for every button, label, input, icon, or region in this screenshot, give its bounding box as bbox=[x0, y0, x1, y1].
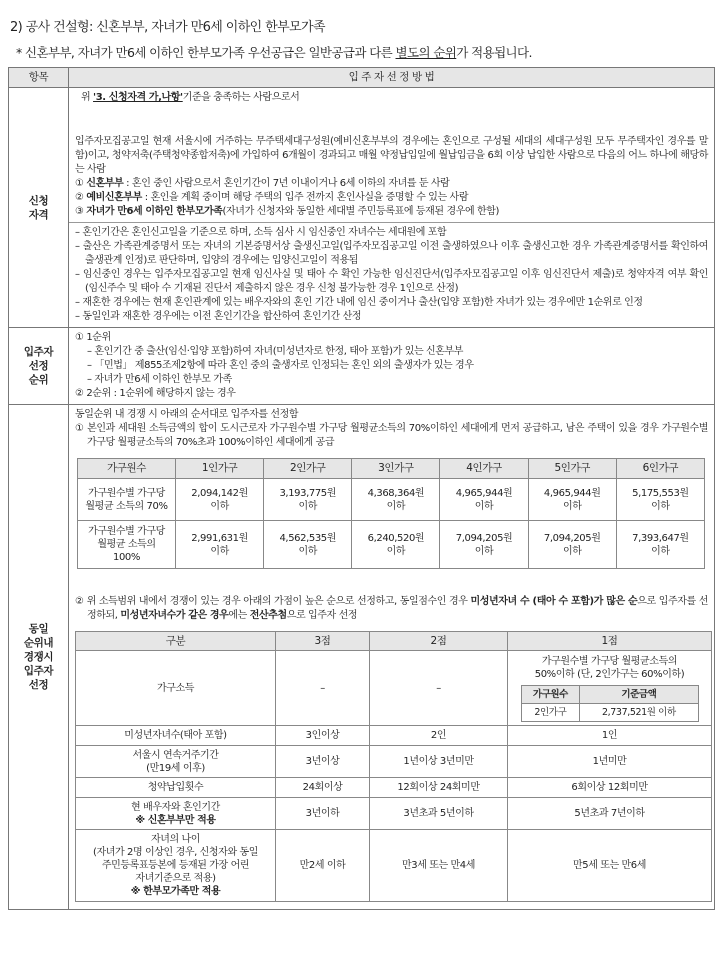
income-row-70 bbox=[78, 479, 705, 521]
item-text: (자녀가 신청자와 동일한 세대별 주민등록표에 등재된 경우에 한함) bbox=[222, 206, 500, 217]
item-number: ③ bbox=[75, 206, 84, 217]
income-header: 1인가구 bbox=[176, 459, 264, 479]
header-method: 입 주 자 선 정 방 법 bbox=[69, 68, 715, 88]
ranking-row bbox=[9, 328, 715, 405]
eligibility-label: 신청 자격 bbox=[9, 88, 69, 328]
points-cell: – bbox=[276, 651, 370, 726]
eligibility-intro bbox=[75, 91, 708, 105]
points-row-label: 서울시 연속거주기간 (만19세 이후) bbox=[76, 746, 276, 778]
section-heading: 2) 공사 건설형: 신혼부부, 자녀가 만6세 이하인 한부모가족 bbox=[10, 20, 325, 35]
points-row bbox=[76, 830, 712, 902]
points-cell: 2인 bbox=[370, 726, 508, 746]
points-header: 1점 bbox=[508, 632, 712, 651]
sub-cell: 2,737,521원 이하 bbox=[580, 704, 698, 722]
tiebreak-rule1: ① 본인과 세대원 소득금액의 합이 도시근로자 가구원수별 가구당 월평균소득의 70%이하인 세대에게 먼저 공급하고, 남은 주택이 있을 경우 가구원수별 가구당 월평균소득의 70%초과 100%이하인 세대에게 공급 bbox=[75, 423, 708, 448]
intro-suffix: 기준을 충족하는 사람으로서 bbox=[182, 92, 300, 103]
income-row-100 bbox=[78, 521, 705, 569]
rule2-text: 에는 bbox=[228, 610, 250, 621]
intro-prefix: 위 bbox=[81, 92, 94, 103]
points-cell: 3년이하 bbox=[276, 798, 370, 830]
ranking-line: – 자녀가 만6세 이하인 한부모 가족 bbox=[87, 374, 232, 385]
income-row-label: 가구원수별 가구당 월평균 소득의 100% bbox=[78, 521, 176, 569]
notice-prefix: * 신혼부부, 자녀가 만6세 이하인 한부모가족 우선공급은 일반공급과 다른 bbox=[16, 45, 396, 60]
eligibility-note: – 동일인과 재혼한 경우에는 이전 혼인기간을 합산하여 혼인기간 산정 bbox=[75, 311, 362, 322]
points-cell: 만3세 또는 만4세 bbox=[370, 830, 508, 902]
income-cell: 6,240,520원 이하 bbox=[352, 521, 440, 569]
rule2-text: 으로 입주자 선정 bbox=[286, 610, 358, 621]
points-table bbox=[75, 631, 712, 902]
points-cell: 3인이상 bbox=[276, 726, 370, 746]
item-bold: 예비신혼부부 bbox=[86, 192, 142, 203]
eligibility-content bbox=[69, 88, 715, 328]
rule2-text: 으로 입주자를 선정하되, bbox=[87, 596, 708, 621]
eligibility-note: – 혼인기간은 혼인신고일을 기준으로 하며, 소득 심사 시 임신중인 자녀수는 세대원에 포함 bbox=[75, 227, 447, 238]
income-cell: 3,193,775원 이하 bbox=[264, 479, 352, 521]
points-cell: 만5세 또는 만6세 bbox=[508, 830, 712, 902]
rule2-text: ② 위 소득범위 내에서 경쟁이 있는 경우 아래의 가점이 높은 순으로 선정하고, 동일점수인 경우 bbox=[75, 596, 471, 607]
rule2-bold: 미성년자녀 수 (태아 수 포함)가 많은 순 bbox=[470, 596, 638, 607]
income-cell: 4,562,535원 이하 bbox=[264, 521, 352, 569]
ranking-line: – 「민법」 제855조제2항에 따라 혼인 중의 출생자로 인정되는 혼인 외의 출생자가 있는 경우 bbox=[87, 360, 474, 371]
income-header: 5인가구 bbox=[528, 459, 616, 479]
points-cell: – bbox=[370, 651, 508, 726]
sub-header-row bbox=[521, 686, 698, 704]
income-row-label: 가구원수별 가구당 월평균 소득의 70% bbox=[78, 479, 176, 521]
points-cell: 만2세 이하 bbox=[276, 830, 370, 902]
points-row bbox=[76, 778, 712, 798]
income-cell: 2,991,631원 이하 bbox=[176, 521, 264, 569]
income-header: 3인가구 bbox=[352, 459, 440, 479]
points-cell: 3년이상 bbox=[276, 746, 370, 778]
income-cell: 5,175,553원 이하 bbox=[616, 479, 704, 521]
notice-underline: 별도의 순위 bbox=[395, 45, 457, 60]
item-text: : 혼인을 계획 중이며 해당 주택의 입주 전까지 혼인사실을 증명할 수 있는 사람 bbox=[141, 192, 469, 203]
points-row-label: 자녀의 나이 (자녀가 2명 이상인 경우, 신청자와 동일 주민등록표등본에 등재된 가장 어린 자녀기준으로 적용) bbox=[92, 834, 259, 884]
points-header: 구분 bbox=[76, 632, 276, 651]
points-row-label: 미성년자녀수(태아 포함) bbox=[76, 726, 276, 746]
income-cell: 7,393,647원 이하 bbox=[616, 521, 704, 569]
points-cell: 24회이상 bbox=[276, 778, 370, 798]
points-cell: 12회이상 24회미만 bbox=[370, 778, 508, 798]
income-1-text: 가구원수별 가구당 월평균소득의 50%이하 (단, 2인가구는 60%이하) bbox=[534, 656, 685, 680]
sub-header: 기준금액 bbox=[580, 686, 698, 704]
eligibility-item bbox=[75, 205, 708, 219]
points-cell: 1년이상 3년미만 bbox=[370, 746, 508, 778]
eligibility-item bbox=[75, 191, 708, 205]
ranking-line: – 혼인기간 중 출산(임신·입양 포함)하여 자녀(미성년자로 한정, 태아 포함)가 있는 신혼부부 bbox=[87, 346, 464, 357]
ranking-content bbox=[69, 328, 715, 405]
points-header: 3점 bbox=[276, 632, 370, 651]
income-cell: 4,368,364원 이하 bbox=[352, 479, 440, 521]
ranking-line: ② 2순위 : 1순위에 해당하지 않는 경우 bbox=[75, 388, 236, 399]
points-cell: 1년미만 bbox=[508, 746, 712, 778]
points-row bbox=[76, 726, 712, 746]
income-header: 6인가구 bbox=[616, 459, 704, 479]
item-bold: 자녀가 만6세 이하인 한부모가족 bbox=[86, 206, 223, 217]
income-header: 2인가구 bbox=[264, 459, 352, 479]
points-row-label: 청약납입횟수 bbox=[76, 778, 276, 798]
points-cell-income-1 bbox=[508, 651, 712, 726]
ranking-label: 입주자 선정 순위 bbox=[9, 328, 69, 405]
eligibility-note: – 임신중인 경우는 입주자모집공고일 현재 임신사실 및 태아 수 확인 가능한 임신진단서(입주자모집공고일 이후 임신진단서 제출)로 청약자격 여부 확인(임신주수 및 태아 수 기재된 진단서 제출하지 않은 경우 신청 불가능한 경우 1인으로 산정) bbox=[75, 269, 708, 294]
income-header: 가구원수 bbox=[78, 459, 176, 479]
table-header-row bbox=[9, 68, 715, 88]
income-cell: 2,094,142원 이하 bbox=[176, 479, 264, 521]
intro-bold: '3. 신청자격 가,나항' bbox=[93, 92, 183, 103]
points-row-note: ※ 신혼부부만 적용 bbox=[135, 814, 216, 826]
income-header-row bbox=[78, 459, 705, 479]
sub-row bbox=[521, 704, 698, 722]
points-row bbox=[76, 746, 712, 778]
tiebreak-row bbox=[9, 405, 715, 910]
points-row bbox=[76, 798, 712, 830]
income-table bbox=[77, 458, 705, 569]
points-cell: 1인 bbox=[508, 726, 712, 746]
points-row-label: 현 배우자와 혼인기간 bbox=[131, 801, 220, 813]
points-row-label: 가구소득 bbox=[76, 651, 276, 726]
rule2-bold: 전산추첨 bbox=[249, 610, 287, 621]
points-cell: 5년초과 7년이하 bbox=[508, 798, 712, 830]
eligibility-notes bbox=[75, 226, 708, 324]
income-cell: 7,094,205원 이하 bbox=[440, 521, 528, 569]
points-row-label-cell bbox=[76, 830, 276, 902]
tiebreak-intro: 동일순위 내 경쟁 시 아래의 순서대로 입주자를 선정함 bbox=[75, 409, 299, 420]
sub-header: 가구원수 bbox=[521, 686, 580, 704]
eligibility-row bbox=[9, 88, 715, 328]
eligibility-paragraph: 입주자모집공고일 현재 서울시에 거주하는 무주택세대구성원(예비신혼부부의 경우에는 혼인으로 구성될 세대의 세대구성원 모두 무주택자인 경우를 말함)이고, 청약저축(주택청약종합저축)에 가입하여 6개월이 경과되고 매월 약정납입일에 월납입금을 6회 이상 납입한 사람으로 다음의 어느 하나에 해당하는 사람 bbox=[75, 136, 708, 175]
points-header-row bbox=[76, 632, 712, 651]
eligibility-items bbox=[75, 177, 708, 219]
priority-notice bbox=[16, 43, 712, 61]
sub-cell: 2인가구 bbox=[521, 704, 580, 722]
item-number: ① bbox=[75, 178, 84, 189]
points-row-label-cell bbox=[76, 798, 276, 830]
selection-table bbox=[8, 67, 715, 910]
points-header: 2점 bbox=[370, 632, 508, 651]
income-cell: 7,094,205원 이하 bbox=[528, 521, 616, 569]
income-cell: 4,965,944원 이하 bbox=[440, 479, 528, 521]
points-row-income bbox=[76, 651, 712, 726]
points-cell: 3년초과 5년이하 bbox=[370, 798, 508, 830]
income-sub-table bbox=[521, 685, 699, 722]
header-item: 항목 bbox=[9, 68, 69, 88]
eligibility-note: – 재혼한 경우에는 현재 혼인관계에 있는 배우자와의 혼인 기간 내에 임신 중이거나 출산(입양 포함)한 자녀가 있는 경우에만 1순위로 인정 bbox=[75, 297, 643, 308]
points-cell: 6회이상 12회미만 bbox=[508, 778, 712, 798]
eligibility-note: – 출산은 가족관계증명서 또는 자녀의 기본증명서상 출생신고일(입주자모집공고일 이전 출생하였으나 이후 출생신고한 경우 가족관계증명서를 확인하여 출생관계 인정)로 판단하며, 입양의 경우에는 입양신고일이 적용됨 bbox=[75, 241, 708, 266]
tiebreak-content bbox=[69, 405, 715, 910]
eligibility-item bbox=[75, 177, 708, 191]
notice-suffix: 가 적용됩니다. bbox=[456, 45, 532, 60]
item-number: ② bbox=[75, 192, 84, 203]
income-cell: 4,965,944원 이하 bbox=[528, 479, 616, 521]
tiebreak-rule2 bbox=[75, 595, 708, 623]
rule2-bold: 미성년자녀수가 같은 경우 bbox=[120, 610, 229, 621]
points-row-note: ※ 한부모가족만 적용 bbox=[130, 886, 221, 897]
item-bold: 신혼부부 bbox=[86, 178, 124, 189]
item-text: : 혼인 중인 사람으로서 혼인기간이 7년 이내이거나 6세 이하의 자녀를 둔 사람 bbox=[123, 178, 450, 189]
income-header: 4인가구 bbox=[440, 459, 528, 479]
ranking-line: ① 1순위 bbox=[75, 332, 111, 343]
tiebreak-label: 동일 순위내 경쟁시 입주자 선정 bbox=[9, 405, 69, 910]
